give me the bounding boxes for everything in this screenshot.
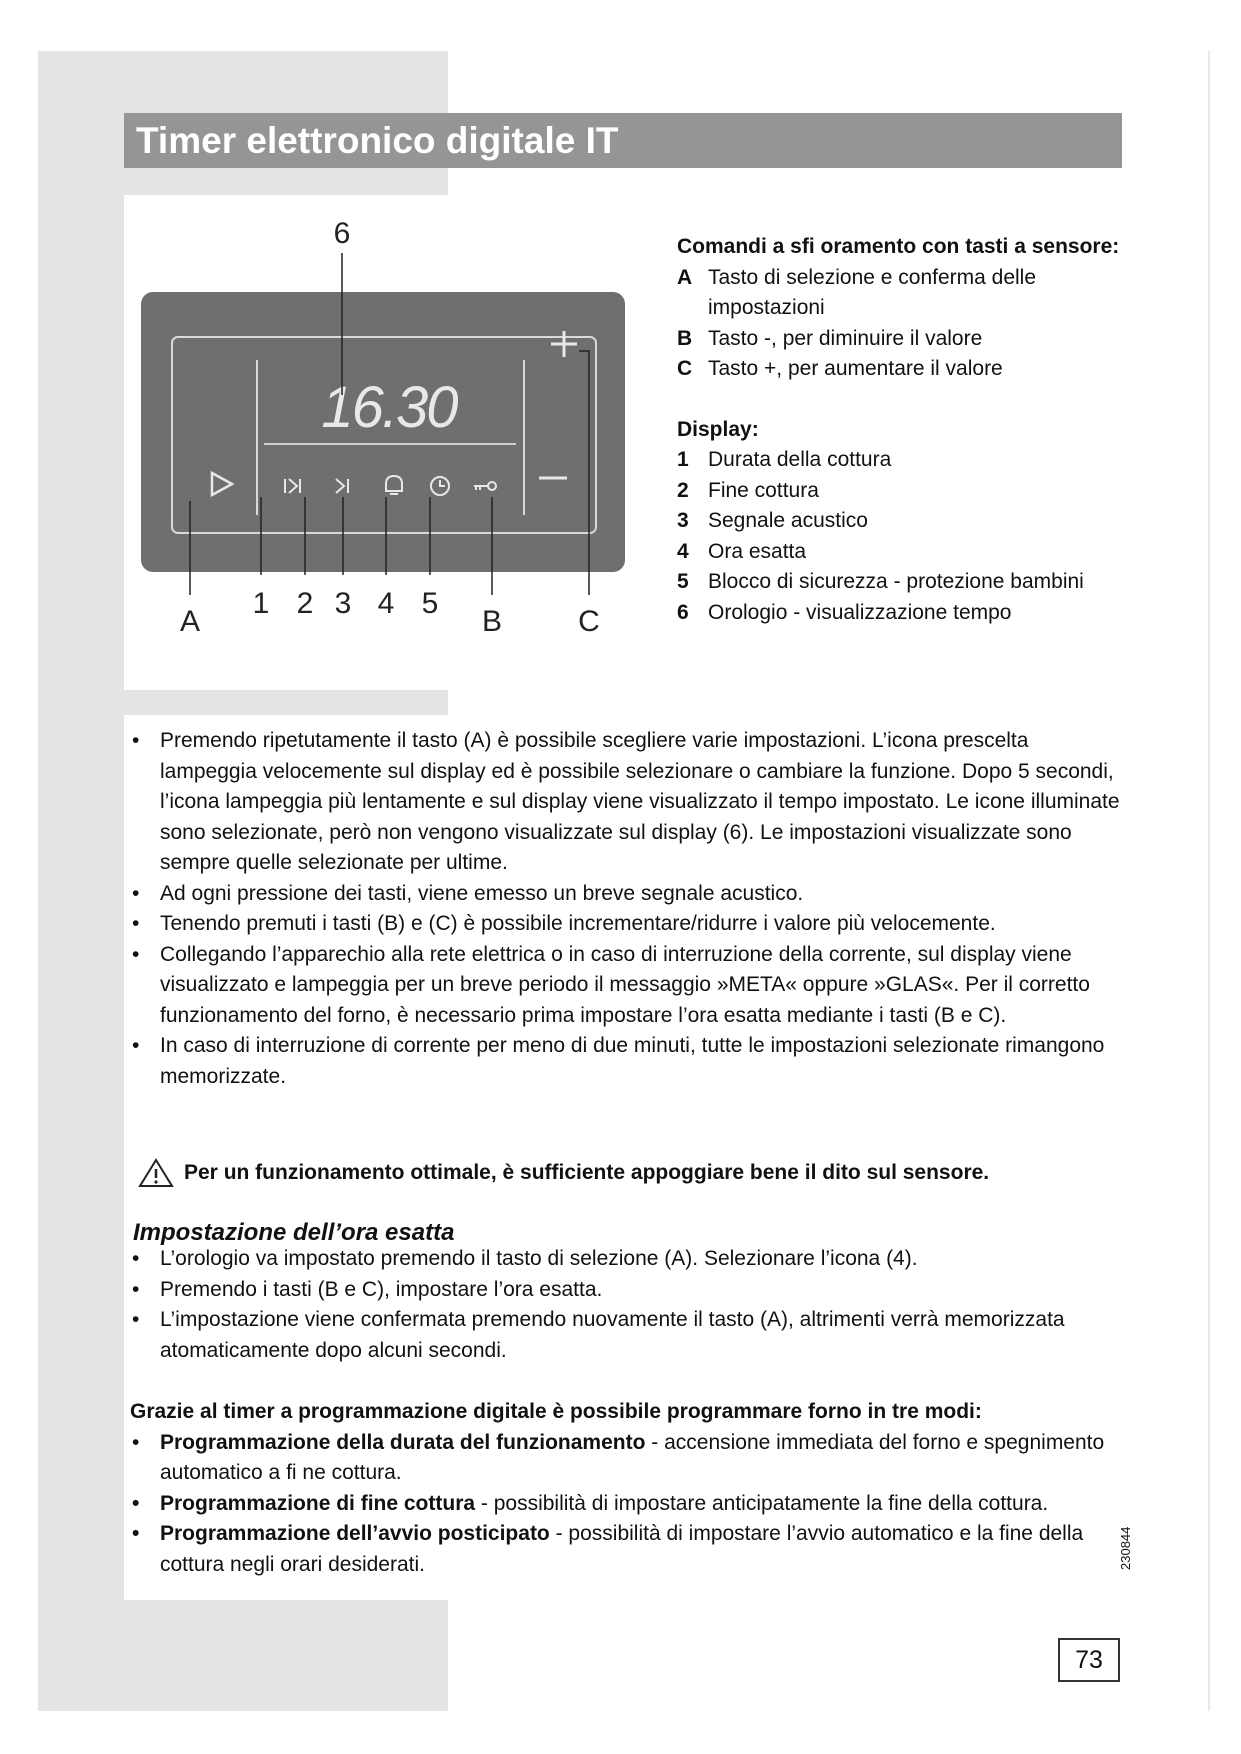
warning-note — [138, 1158, 989, 1188]
callout-3: 3 — [334, 587, 352, 620]
callout-4: 4 — [377, 587, 395, 620]
list-item: • Tenendo premuti i tasti (B) e (C) è possibile incrementare/ridurre i valore più velocemente. — [132, 912, 996, 935]
instructions-list — [130, 726, 1120, 1092]
legend-item: A Tasto di selezione e conferma delle impostazioni — [677, 265, 1037, 319]
callout-5: 5 — [421, 587, 439, 620]
legend-item: C Tasto +, per aumentare il valore — [677, 357, 1003, 380]
modes-section — [130, 1397, 1120, 1580]
list-item: • Premendo ripetutamente il tasto (A) è possibile scegliere varie impostazioni. L’icona prescelta lampeggia velocemente sul display ed è possibile selezionare o cambiare la funzione. Dopo 5 secondi, l’icona lampeggia più lentamente e sul display viene visualizzato il tempo impostato. Le icone illuminate sono selezionate, però non vengono visualizzate sul display (6). Le impostazioni visualizzate sono sempre quelle selezionate per ultime. — [132, 729, 1120, 874]
warning-icon — [138, 1158, 174, 1188]
right-margin-rule — [1208, 51, 1210, 1711]
callout-B: B — [481, 605, 503, 638]
display-heading: Display: — [677, 417, 759, 441]
controls-heading: Comandi a sfi oramento con tasti a sensore: — [677, 235, 1120, 258]
display-time: 16.30 — [321, 375, 457, 440]
legend-item: 3 Segnale acustico — [677, 509, 868, 532]
legend — [677, 232, 1127, 628]
list-item: • Collegando l’apparechio alla rete elettrica o in caso di interruzione della corrente, sul display viene visualizzato e lampeggia per un breve periodo il messaggio »META« oppure »GLAS«. Per il corretto funzionamento del forno, è necessario prima impostare l’ora esatta mediante i tasti (B e C). — [132, 942, 1090, 1027]
modes-heading: Grazie al timer a programmazione digitale è possibile programmare forno in tre modi: — [130, 1400, 982, 1423]
list-item: • In caso di interruzione di corrente per meno di due minuti, tutte le impostazioni selezionate rimangono memorizzate. — [132, 1034, 1105, 1088]
list-item: • Programmazione dell’avvio posticipato - possibilità di impostare l’avvio automatico e la fine della cottura negli orari desiderati. — [132, 1522, 1084, 1576]
warning-text: Per un funzionamento ottimale, è sufficiente appoggiare bene il dito sul sensore. — [184, 1161, 990, 1184]
legend-item: 5 Blocco di sicurezza - protezione bambini — [677, 570, 1084, 593]
callout-6: 6 — [333, 217, 351, 250]
callout-1: 1 — [252, 587, 270, 620]
legend-item: 1 Durata della cottura — [677, 448, 892, 471]
legend-item: 6 Orologio - visualizzazione tempo — [677, 600, 1012, 624]
list-item: • L’impostazione viene confermata premendo nuovamente il tasto (A), altrimenti verrà memorizzata atomaticamente dopo alcuni secondi. — [132, 1308, 1065, 1362]
legend-item: B Tasto -, per diminuire il valore — [677, 326, 983, 350]
legend-item: 2 Fine cottura — [677, 478, 819, 502]
callout-C: C — [578, 605, 600, 638]
page-number: 73 — [1058, 1638, 1120, 1682]
list-item: • Programmazione della durata del funzionamento - accensione immediata del forno e spegnimento automatico a fi ne cottura. — [132, 1430, 1105, 1484]
list-item: • L’orologio va impostato premendo il tasto di selezione (A). Selezionare l’icona (4). — [132, 1247, 918, 1270]
page-title: Timer elettronico digitale IT — [124, 113, 1122, 168]
section-title: Impostazione dell’ora esatta — [133, 1219, 455, 1246]
setting-time-list — [130, 1244, 1120, 1366]
callout-2: 2 — [296, 587, 314, 620]
list-item: • Ad ogni pressione dei tasti, viene emesso un breve segnale acustico. — [132, 881, 804, 905]
document-id: 230844 — [1118, 1526, 1133, 1570]
legend-item: 4 Ora esatta — [677, 539, 807, 563]
list-item: • Premendo i tasti (B e C), impostare l’ora esatta. — [132, 1277, 603, 1301]
list-item: • Programmazione di fine cottura - possibilità di impostare anticipatamente la fine della cottura. — [132, 1491, 1049, 1515]
timer-display-diagram — [124, 195, 664, 655]
callout-A: A — [179, 605, 201, 638]
